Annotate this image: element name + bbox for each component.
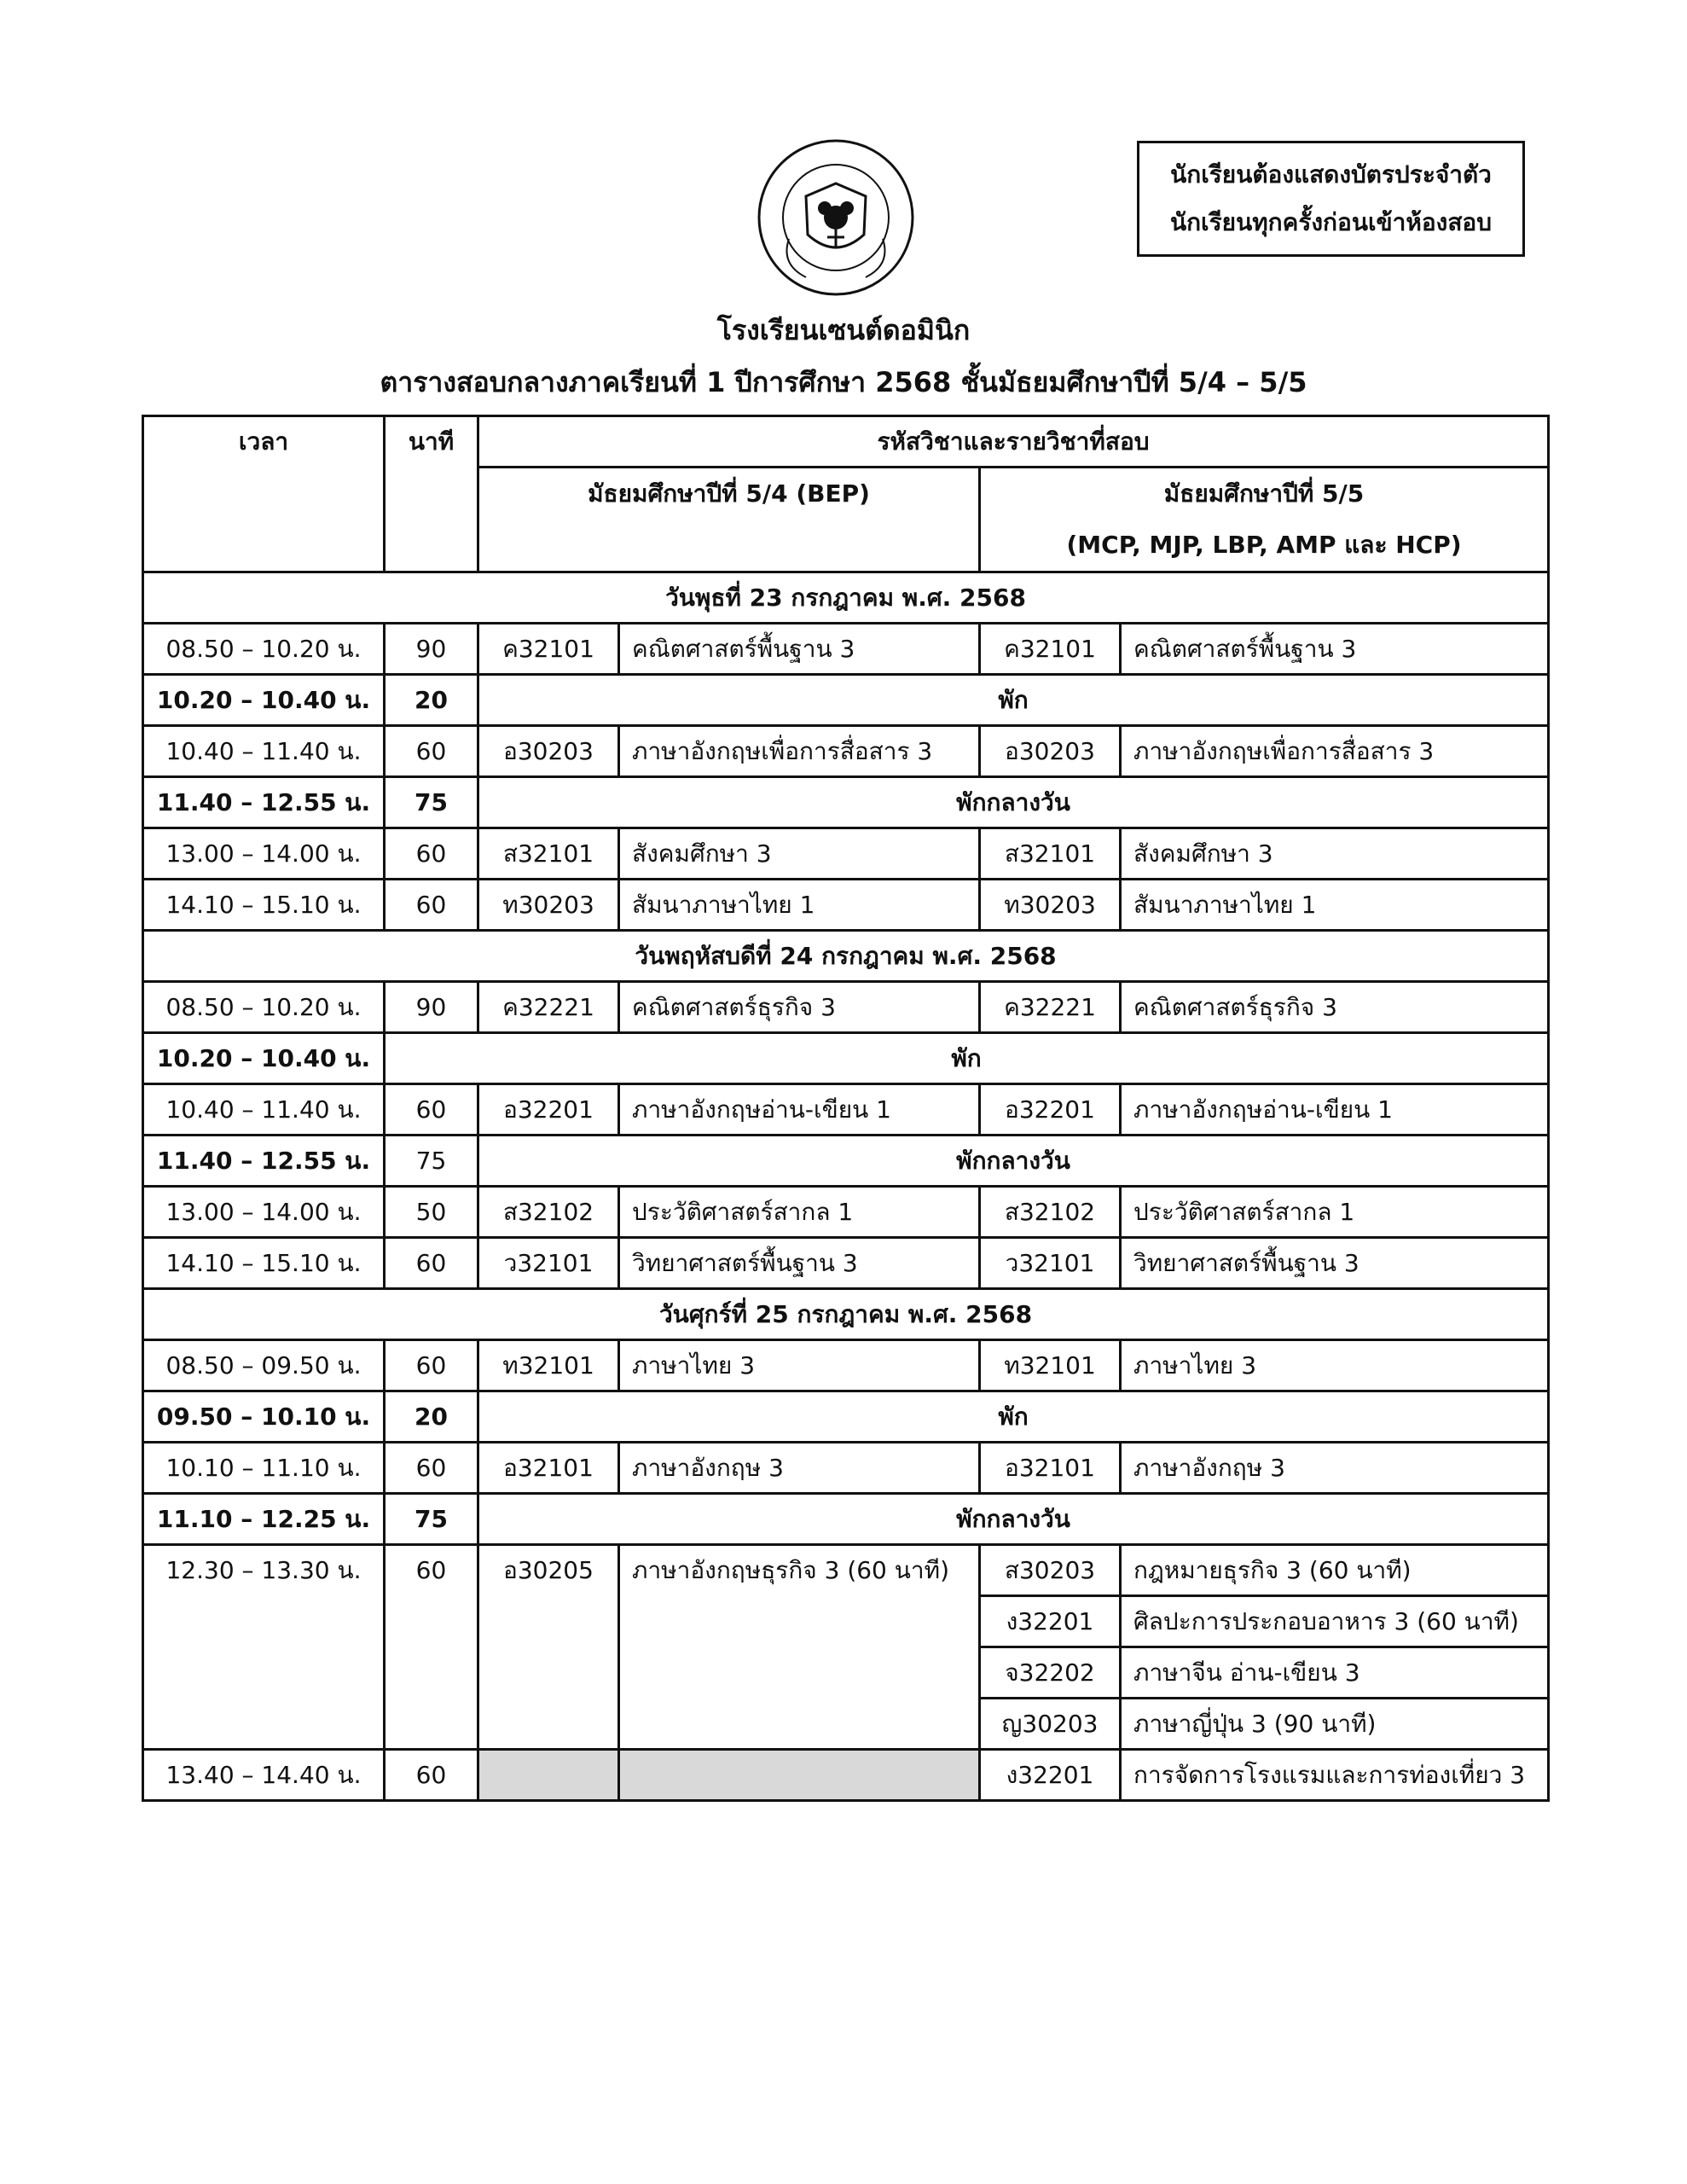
- header-class-a: มัธยมศึกษาปีที่ 5/4 (BEP): [478, 468, 980, 572]
- table-row: 14.10 – 15.10 น. 60 ว32101 วิทยาศาสตร์พื้นฐาน 3 ว32101 วิทยาศาสตร์พื้นฐาน 3: [143, 1238, 1549, 1289]
- table-row: ง32201 ศิลปะการประกอบอาหาร 3 (60 นาที): [143, 1596, 1549, 1647]
- schedule-title: ตารางสอบกลางภาคเรียนที่ 1 ปีการศึกษา 2568 ชั้นมัธยมศึกษาปีที่ 5/4 – 5/5: [380, 366, 1307, 398]
- day-header: วันศุกร์ที่ 25 กรกฎาคม พ.ศ. 2568: [143, 1289, 1549, 1340]
- header-class-b-programs: (MCP, MJP, LBP, AMP และ HCP): [1066, 531, 1462, 559]
- break-row: 10.20 – 10.40 น. 20 พัก: [143, 675, 1549, 726]
- table-row: 13.00 – 14.00 น. 60 ส32101 สังคมศึกษา 3 ส32101 สังคมศึกษา 3: [143, 828, 1549, 880]
- table-row: จ32202 ภาษาจีน อ่าน-เขียน 3: [143, 1647, 1549, 1699]
- table-row: 08.50 – 10.20 น. 90 ค32221 คณิตศาสตร์ธุรกิจ 3 ค32221 คณิตศาสตร์ธุรกิจ 3: [143, 982, 1549, 1033]
- header-class-b: มัธยมศึกษาปีที่ 5/5 (MCP, MJP, LBP, AMP และ HCP): [980, 468, 1549, 572]
- notice-line-2: นักเรียนทุกครั้งก่อนเข้าห้องสอบ: [1169, 208, 1493, 236]
- table-row: 12.30 – 13.30 น. 60 อ30205 ภาษาอังกฤษธุรกิจ 3 (60 นาที) ส30203 กฎหมายธุรกิจ 3 (60 นาที): [143, 1545, 1549, 1596]
- table-row: 08.50 – 10.20 น. 90 ค32101 คณิตศาสตร์พื้นฐาน 3 ค32101 คณิตศาสตร์พื้นฐาน 3: [143, 624, 1549, 675]
- day-header: วันพุธที่ 23 กรกฎาคม พ.ศ. 2568: [143, 572, 1549, 624]
- school-seal-icon: [755, 136, 917, 299]
- header-subjects: รหัสวิชาและรายวิชาที่สอบ: [478, 416, 1549, 468]
- break-row: 11.10 – 12.25 น. 75 พักกลางวัน: [143, 1494, 1549, 1545]
- table-row: 13.40 – 14.40 น. 60 ง32201 การจัดการโรงแรมและการท่องเที่ยว 3: [143, 1750, 1549, 1801]
- break-row: 11.40 – 12.55 น. 75 พักกลางวัน: [143, 1136, 1549, 1187]
- break-row: 10.20 – 10.40 น. พัก: [143, 1033, 1549, 1084]
- table-row: 10.40 – 11.40 น. 60 อ32201 ภาษาอังกฤษอ่าน-เขียน 1 อ32201 ภาษาอังกฤษอ่าน-เขียน 1: [143, 1084, 1549, 1136]
- header-time: เวลา: [143, 416, 385, 572]
- empty-cell: [478, 1750, 619, 1801]
- table-row: 13.00 – 14.00 น. 50 ส32102 ประวัติศาสตร์สากล 1 ส32102 ประวัติศาสตร์สากล 1: [143, 1187, 1549, 1238]
- table-row: 10.40 – 11.40 น. 60 อ30203 ภาษาอังกฤษเพื่อการสื่อสาร 3 อ30203 ภาษาอังกฤษเพื่อการสื่อสาร 3: [143, 726, 1549, 777]
- table-row: 14.10 – 15.10 น. 60 ท30203 สัมนาภาษาไทย 1 ท30203 สัมนาภาษาไทย 1: [143, 880, 1549, 931]
- header-minutes: นาที: [385, 416, 478, 572]
- table-row: 10.10 – 11.10 น. 60 อ32101 ภาษาอังกฤษ 3 อ32101 ภาษาอังกฤษ 3: [143, 1443, 1549, 1494]
- break-row: 11.40 – 12.55 น. 75 พักกลางวัน: [143, 777, 1549, 828]
- table-row: ญ30203 ภาษาญี่ปุ่น 3 (90 นาที): [143, 1699, 1549, 1750]
- notice-line-1: นักเรียนต้องแสดงบัตรประจำตัว: [1170, 160, 1492, 189]
- exam-schedule-table: [142, 415, 1550, 1802]
- day-header: วันพฤหัสบดีที่ 24 กรกฎาคม พ.ศ. 2568: [143, 931, 1549, 982]
- table-row: 08.50 – 09.50 น. 60 ท32101 ภาษาไทย 3 ท32101 ภาษาไทย 3: [143, 1340, 1549, 1391]
- id-card-notice: [1137, 141, 1525, 257]
- break-row: 09.50 – 10.10 น. 20 พัก: [143, 1391, 1549, 1443]
- empty-cell: [619, 1750, 980, 1801]
- school-name: โรงเรียนเซนต์ดอมินิก: [716, 314, 971, 346]
